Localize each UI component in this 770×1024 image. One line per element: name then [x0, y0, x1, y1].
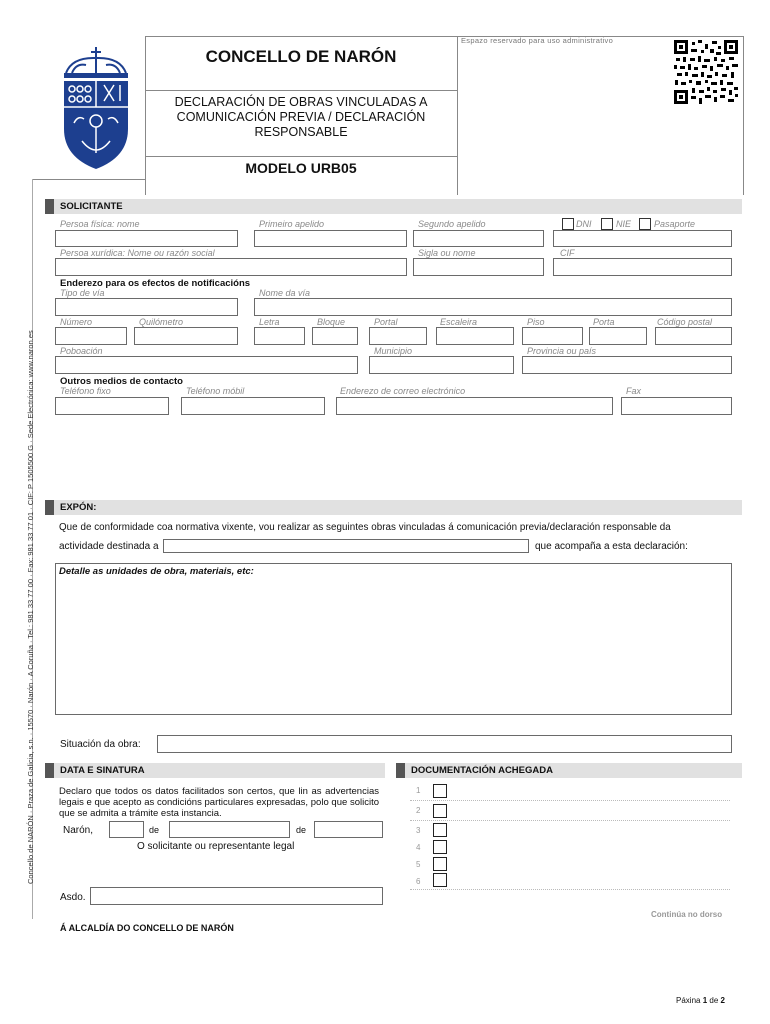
label-piso: Piso — [527, 317, 545, 327]
label-dni: DNI — [576, 219, 592, 229]
label-quilometro: Quilómetro — [139, 317, 184, 327]
label-sigla: Sigla ou nome — [418, 248, 476, 258]
doc-item-6-number: 6 — [416, 877, 421, 886]
date-year-field[interactable] — [314, 821, 383, 838]
date-day-field[interactable] — [109, 821, 144, 838]
provincia-field[interactable] — [522, 356, 732, 374]
qr-code — [674, 40, 738, 104]
pasaporte-checkbox[interactable] — [639, 218, 651, 230]
label-municipio: Municipio — [374, 346, 413, 356]
section-sinatura: DATA E SINATURA — [45, 763, 385, 778]
label-codigo-postal: Código postal — [657, 317, 713, 327]
doc-item-4-number: 4 — [416, 843, 421, 852]
escaleira-field[interactable] — [436, 327, 514, 345]
xuridica-field[interactable] — [55, 258, 407, 276]
nome-via-field[interactable] — [254, 298, 732, 316]
quilometro-field[interactable] — [134, 327, 238, 345]
doc-item-1-checkbox[interactable] — [433, 784, 447, 798]
declaro-text: Declaro que todos os datos facilitados son certos, que lin as advertencias legais e que acepto as condicións particulares expresadas, polo que solicito que se admita a trámite esta instancia. — [59, 786, 379, 819]
email-field[interactable] — [336, 397, 613, 415]
tipo-via-field[interactable] — [55, 298, 238, 316]
alcaldia-label: Á ALCALDÍA DO CONCELLO DE NARÓN — [60, 923, 234, 933]
label-segundo-apelido: Segundo apelido — [418, 219, 486, 229]
fisica-nome-field[interactable] — [55, 230, 238, 247]
admin-reserved-label: Espazo reservado para uso administrativo — [461, 36, 614, 45]
continua-dorso-label: Continúa no dorso — [651, 910, 723, 919]
segundo-apelido-field[interactable] — [413, 230, 544, 247]
doc-item-5-checkbox[interactable] — [433, 857, 447, 871]
situacion-label: Situación da obra: — [60, 739, 141, 750]
numero-field[interactable] — [55, 327, 127, 345]
contacto-subtitle: Outros medios de contacto — [60, 376, 183, 387]
actividade-field[interactable] — [163, 539, 529, 553]
label-cif: CIF — [560, 248, 575, 258]
label-portal: Portal — [374, 317, 398, 327]
doc-item-3-number: 3 — [416, 826, 421, 835]
section-solicitante: SOLICITANTE — [45, 199, 742, 214]
dni-checkbox[interactable] — [562, 218, 574, 230]
doc-item-2-number: 2 — [416, 806, 421, 815]
cif-field[interactable] — [553, 258, 732, 276]
naron-label: Narón, — [63, 825, 94, 836]
page-de: de — [709, 996, 719, 1005]
expon-text-2a: actividade destinada a — [59, 541, 159, 552]
label-tel-mobil: Teléfono móbil — [186, 386, 245, 396]
letra-field[interactable] — [254, 327, 305, 345]
label-tipo-via: Tipo de vía — [60, 288, 105, 298]
nie-checkbox[interactable] — [601, 218, 613, 230]
label-numero: Número — [60, 317, 93, 327]
detail-area[interactable] — [55, 563, 732, 715]
date-month-field[interactable] — [169, 821, 290, 838]
municipio-field[interactable] — [369, 356, 514, 374]
doc-item-5-number: 5 — [416, 860, 421, 869]
de-label-2: de — [296, 825, 307, 835]
doc-item-2-checkbox[interactable] — [433, 804, 447, 818]
primeiro-apelido-field[interactable] — [254, 230, 407, 247]
situacion-field[interactable] — [157, 735, 732, 753]
label-primeiro-apelido: Primeiro apelido — [259, 219, 325, 229]
portal-field[interactable] — [369, 327, 427, 345]
expon-text-2b: que acompaña a esta declaración: — [535, 541, 688, 552]
doc-item-4-checkbox[interactable] — [433, 840, 447, 854]
solicitante-representante-label: O solicitante ou representante legal — [137, 841, 295, 852]
fax-field[interactable] — [621, 397, 732, 415]
label-pasaporte: Pasaporte — [654, 219, 696, 229]
document-number-field[interactable] — [553, 230, 732, 247]
signature-field[interactable] — [90, 887, 383, 905]
doc-item-1-number: 1 — [416, 786, 421, 795]
model-code: MODELO URB05 — [245, 160, 357, 176]
org-name: CONCELLO DE NARÓN — [205, 47, 397, 66]
page-current: 1 — [702, 996, 708, 1005]
codigo-postal-field[interactable] — [655, 327, 732, 345]
enderezo-subtitle: Enderezo para os efectos de notificacións — [60, 278, 251, 289]
tel-fixo-field[interactable] — [55, 397, 169, 415]
label-xuridica: Persoa xurídica: Nome ou razón social — [60, 248, 215, 258]
label-fax: Fax — [626, 386, 642, 396]
detail-label: Detalle as unidades de obra, materiais, etc: — [59, 566, 254, 577]
label-email: Enderezo de correo electrónico — [340, 386, 466, 396]
porta-field[interactable] — [589, 327, 647, 345]
label-nie: NIE — [616, 219, 632, 229]
doc-item-3-checkbox[interactable] — [433, 823, 447, 837]
page-word: Páxina — [676, 996, 701, 1005]
sigla-field[interactable] — [413, 258, 544, 276]
label-bloque: Bloque — [317, 317, 346, 327]
de-label-1: de — [149, 825, 160, 835]
label-escaleira: Escaleira — [440, 317, 478, 327]
label-porta: Porta — [593, 317, 615, 327]
bloque-field[interactable] — [312, 327, 358, 345]
crest-logo — [58, 45, 134, 173]
side-contact-text: Concello de NARÓN · Praza de Galicia, s.n. · 15570 · Narón · A Coruña · Tel.: 981 33 77 00 · Fax: 981 33 77 01 · CIF: P 1505500 G · Sede Electrónica: www.naron.es — [26, 330, 35, 884]
poboacion-field[interactable] — [55, 356, 358, 374]
page-number — [676, 996, 725, 1005]
label-fisica-nome: Persoa física: nome — [60, 219, 140, 229]
section-documentacion: DOCUMENTACIÓN ACHEGADA — [396, 763, 742, 778]
doc-item-6-checkbox[interactable] — [433, 873, 447, 887]
page-total: 2 — [720, 996, 725, 1005]
document-title: DECLARACIÓN DE OBRAS VINCULADAS A COMUNICACIÓN PREVIA / DECLARACIÓN RESPONSABLE — [174, 95, 428, 139]
expon-text-1: Que de conformidade coa normativa vixente, vou realizar as seguintes obras vinculadas á comunicación previa/declaración responsable da — [59, 522, 671, 533]
tel-mobil-field[interactable] — [181, 397, 325, 415]
section-expon: EXPÓN: — [45, 500, 742, 515]
label-poboacion: Poboación — [60, 346, 103, 356]
label-letra: Letra — [259, 317, 280, 327]
asdo-label: Asdo. — [60, 892, 86, 903]
label-provincia: Provincia ou país — [527, 346, 597, 356]
label-nome-via: Nome da vía — [259, 288, 311, 298]
piso-field[interactable] — [522, 327, 583, 345]
label-tel-fixo: Teléfono fixo — [60, 386, 111, 396]
